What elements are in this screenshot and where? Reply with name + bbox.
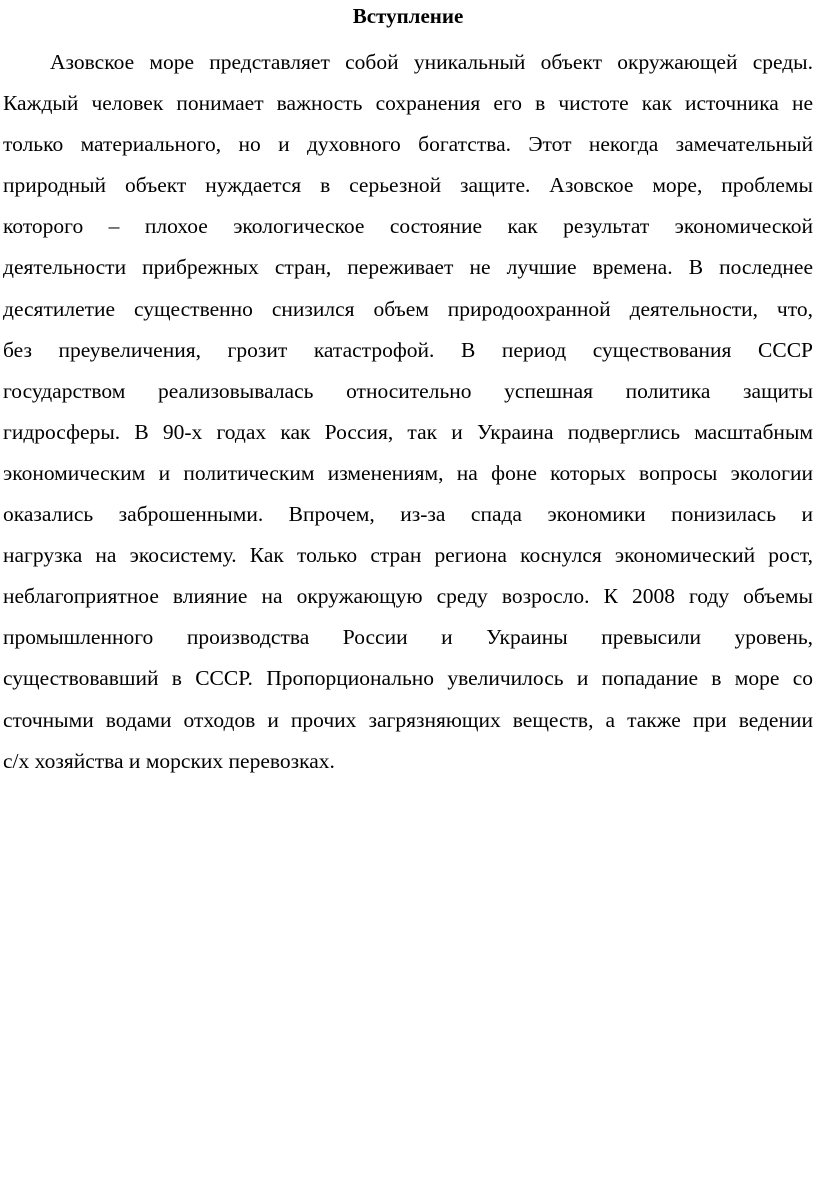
paragraph-line: промышленного производства России и Украины превысили уровень,: [3, 625, 813, 650]
paragraph-line: нагрузка на экосистему. Как только стран региона коснулся экономический рост,: [3, 543, 813, 568]
paragraph-line: природный объект нуждается в серьезной защите. Азовское море, проблемы: [3, 173, 813, 198]
paragraph-line: десятилетие существенно снизился объем природоохранной деятельности, что,: [3, 296, 813, 321]
paragraph-line: Азовское море представляет собой уникальный объект окружающей среды.: [50, 50, 813, 74]
paragraph-line: экономическим и политическим изменениям, на фоне которых вопросы экологии: [3, 460, 813, 485]
paragraph-line: государством реализовывалась относительно успешная политика защиты: [3, 378, 813, 403]
paragraph-line: существовавший в СССР. Пропорционально увеличилось и попадание в море со: [3, 666, 813, 691]
paragraph-line: оказались заброшенными. Впрочем, из-за спада экономики понизилась и: [3, 502, 813, 527]
paragraph-line: деятельности прибрежных стран, переживает не лучшие времена. В последнее: [3, 255, 813, 280]
paragraph-line: Каждый человек понимает важность сохранения его в чистоте как источника не: [3, 91, 813, 116]
paragraph-line: без преувеличения, грозит катастрофой. В период существования СССР: [3, 337, 813, 362]
intro-paragraph: [3, 42, 813, 782]
paragraph-line: которого – плохое экологическое состояние как результат экономической: [3, 214, 813, 239]
paragraph-line: сточными водами отходов и прочих загрязняющих веществ, а также при ведении: [3, 707, 813, 732]
paragraph-line: гидросферы. В 90-х годах как Россия, так и Украина подверглись масштабным: [3, 419, 813, 444]
paragraph-line: неблагоприятное влияние на окружающую среду возросло. К 2008 году объемы: [3, 584, 813, 609]
paragraph-line: только материального, но и духовного богатства. Этот некогда замечательный: [3, 132, 813, 157]
paragraph-line: с/х хозяйства и морских перевозках.: [3, 748, 335, 773]
page-title: Вступление: [352, 4, 464, 28]
